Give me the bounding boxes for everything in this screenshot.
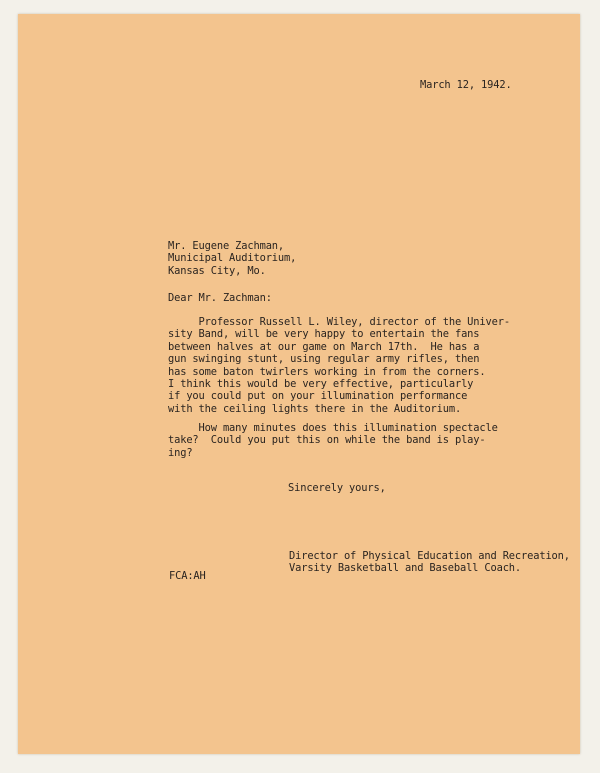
signature-block [289,550,570,575]
signature-title-line-1: Director of Physical Education and Recreation, [289,550,570,562]
paragraph-line: Professor Russell L. Wiley, director of the Univer- [168,316,510,328]
letter-page [18,14,580,754]
recipient-city: Kansas City, Mo. [168,264,266,277]
recipient-name: Mr. Eugene Zachman, [168,240,285,252]
recipient-address [168,240,296,277]
complimentary-close: Sincerely yours, [288,482,386,494]
reference-initials: FCA:AH [169,570,206,582]
paragraph-line: ing? [168,446,193,459]
paragraph-line: I think this would be very effective, particularly [168,378,474,391]
paragraph-line: with the ceiling lights there in the Auditorium. [168,402,462,415]
paragraph-line: take? Could you put this on while the band is play- [168,434,486,447]
paragraph-line: How many minutes does this illumination spectacle [168,422,498,434]
salutation: Dear Mr. Zachman: [168,292,272,304]
paragraph-line: if you could put on your illumination performance [168,390,468,403]
paragraph-line: gun swinging stunt, using regular army rifles, then [168,353,480,366]
recipient-organization: Municipal Auditorium, [168,252,297,265]
signature-title-line-2: Varsity Basketball and Baseball Coach. [289,562,522,575]
paragraph-line: sity Band, will be very happy to entertain the fans [168,328,480,341]
letter-date: March 12, 1942. [420,79,512,91]
body-paragraph-1 [168,316,510,415]
body-paragraph-2 [168,422,498,459]
paragraph-line: between halves at our game on March 17th. He has a [168,340,480,353]
paragraph-line: has some baton twirlers working in from the corners. [168,365,486,378]
